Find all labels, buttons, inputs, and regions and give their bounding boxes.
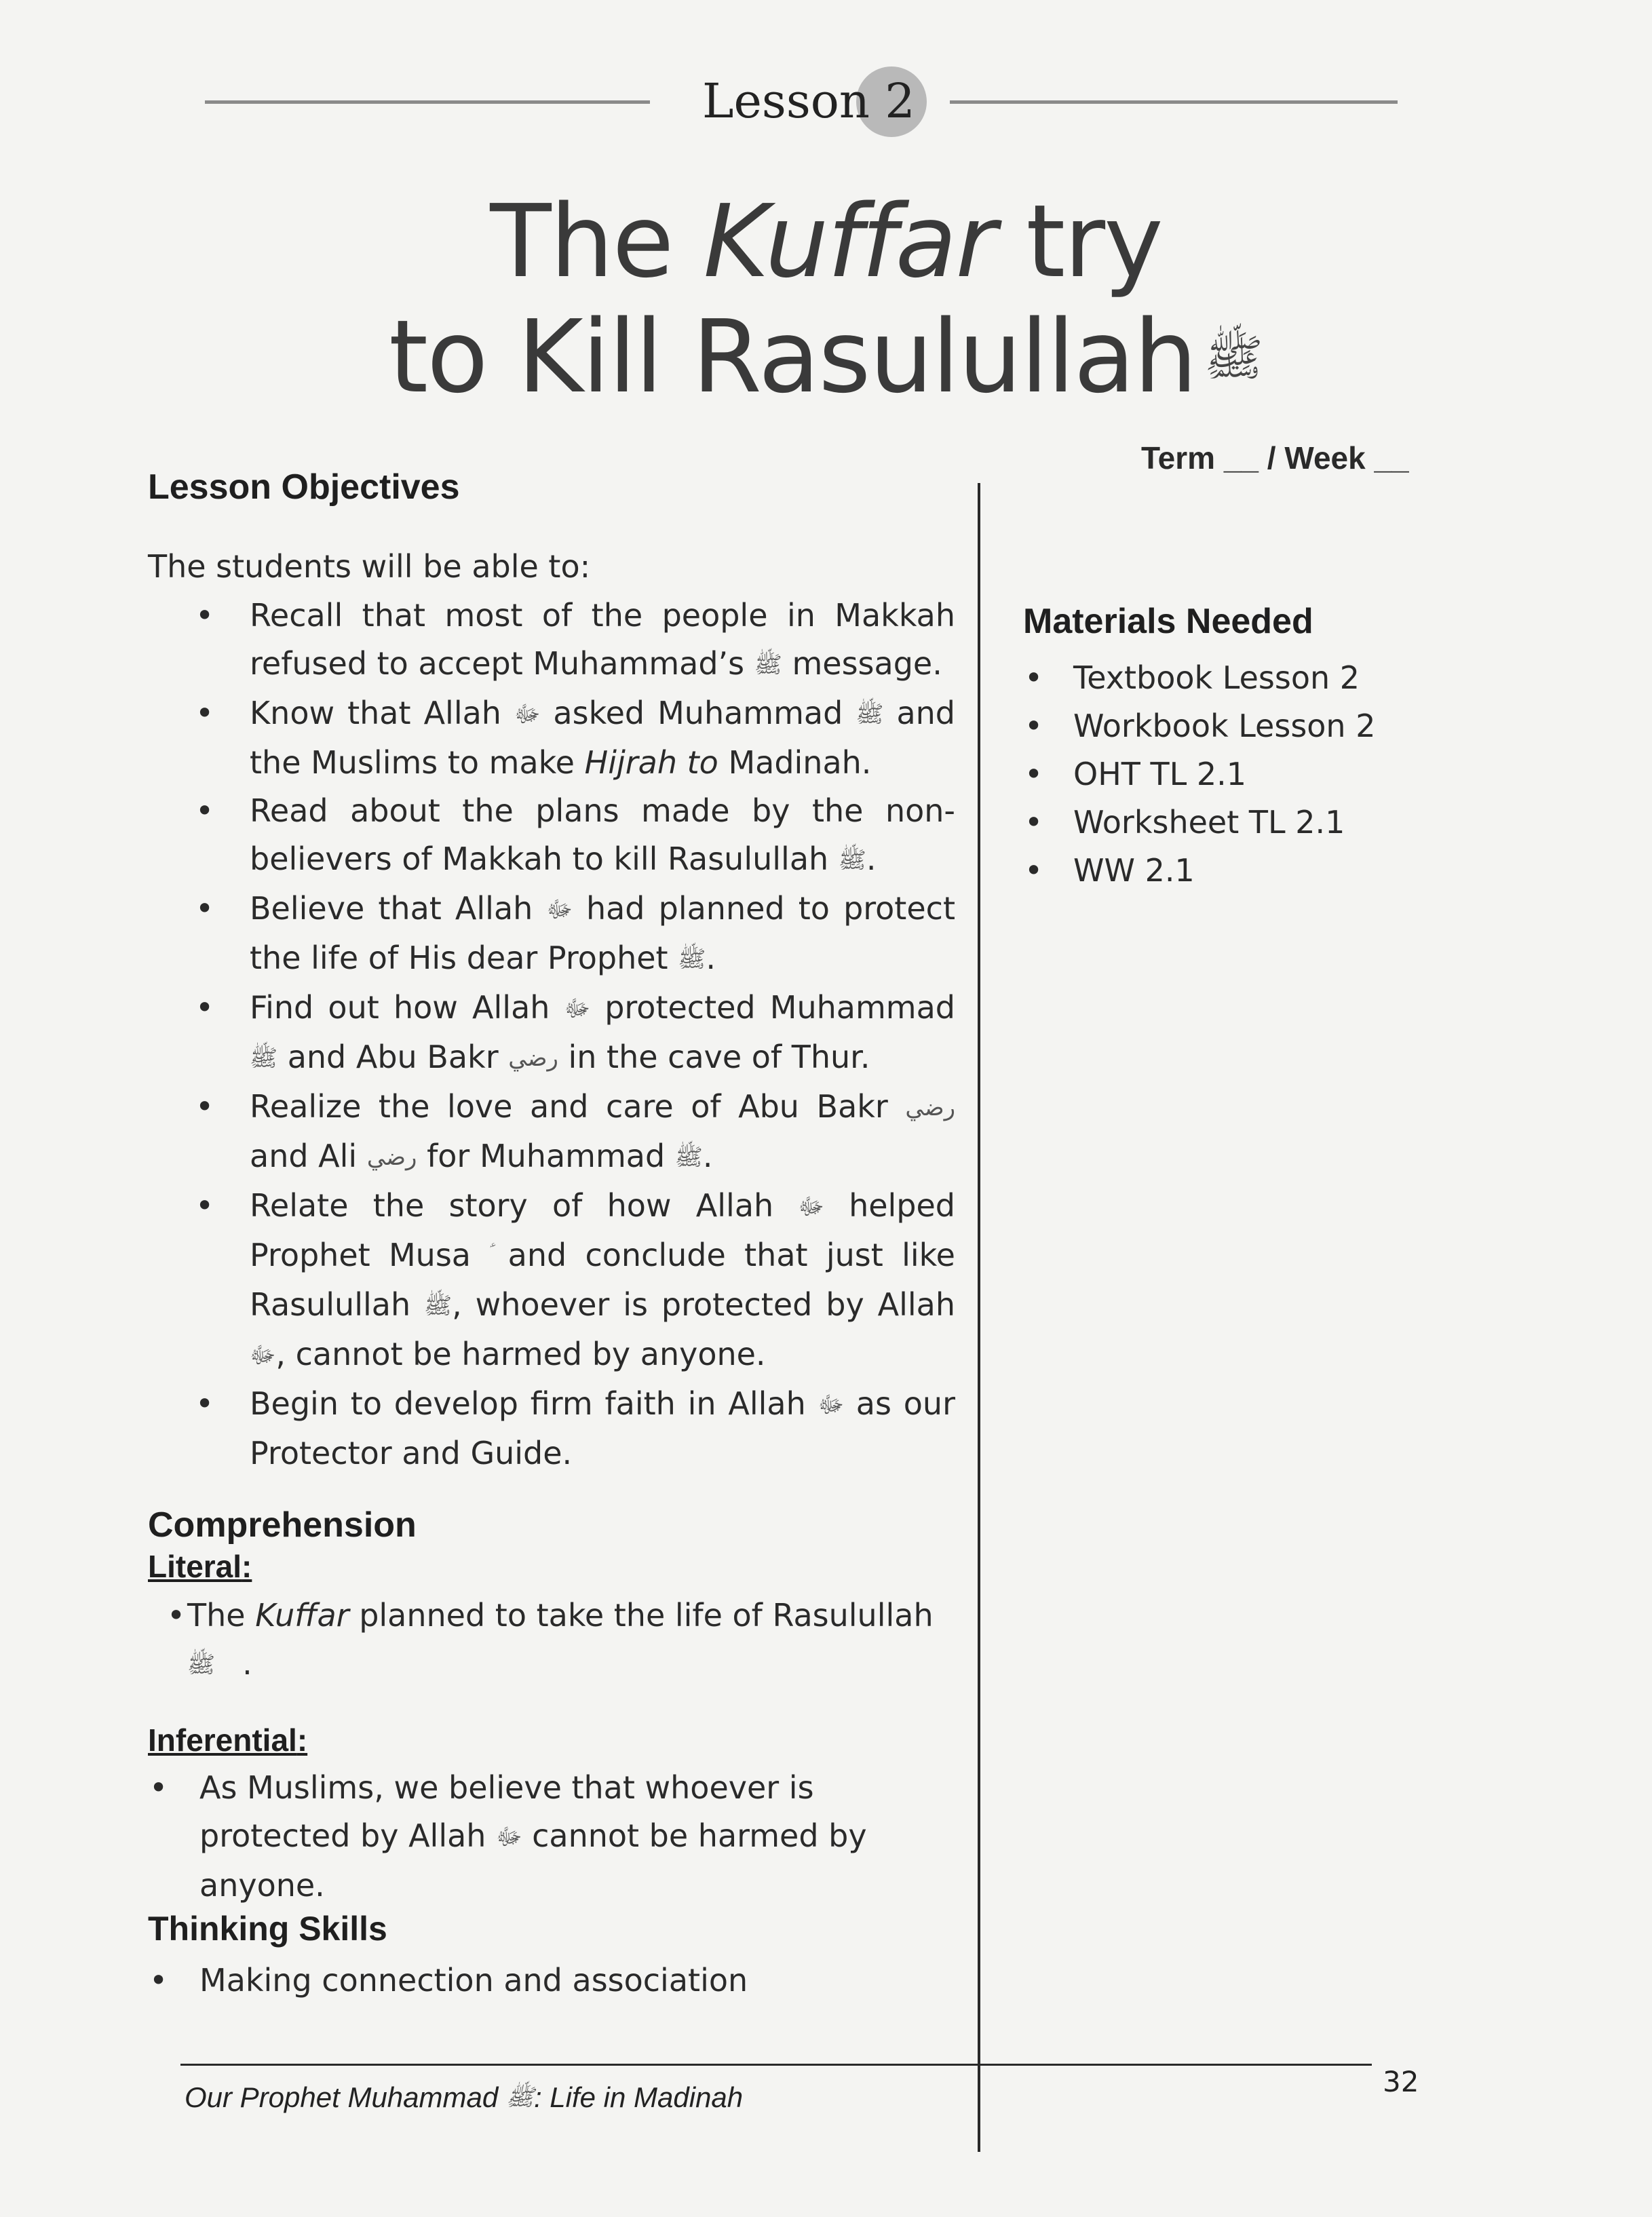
footer-text: : Life in Madinah [533, 2081, 744, 2113]
item-text: . [706, 940, 716, 976]
pbuh-honorific-icon: ﷺ [505, 2085, 534, 2110]
page-title-line1 [0, 183, 1652, 300]
item-text: . [702, 1138, 713, 1174]
list-item [148, 1592, 955, 1689]
footer-book-title [185, 2081, 743, 2117]
list-item: • WW 2.1 [1023, 847, 1375, 895]
pbuh-honorific-icon: ﷺ [674, 1144, 703, 1171]
swt-honorific-icon: ﷻ [546, 896, 573, 923]
item-text: . [242, 1645, 252, 1682]
item-text: , cannot be harmed by anyone. [275, 1336, 766, 1372]
header-rule-right [950, 100, 1398, 104]
objectives-intro: The students will be able to: [148, 548, 591, 585]
pbuh-honorific-icon: ﷺ [856, 701, 884, 728]
literal-label-text: Literal [148, 1549, 242, 1584]
objectives-list [195, 592, 955, 1478]
list-item [195, 787, 955, 885]
inferential-list [148, 1764, 962, 1910]
pbuh-honorific-icon: ﷺ [678, 946, 706, 973]
item-text: and Ali [250, 1138, 367, 1174]
item-text: Recall that most of the people in Makkah refused to accept Muhammad’s [250, 597, 955, 682]
title-text: try [995, 183, 1162, 300]
materials-list [1023, 654, 1375, 895]
objectives-heading: Lesson Objectives [148, 467, 460, 507]
item-text: helped Prophet Musa [250, 1187, 955, 1273]
item-text: Relate the story of how Allah [250, 1187, 799, 1224]
literal-label: Literal: [148, 1549, 252, 1584]
list-item [195, 689, 955, 787]
item-text: in the cave of Thur. [558, 1039, 870, 1075]
list-item [195, 1083, 955, 1182]
pbuh-honorific-icon: ﷺ [187, 1651, 216, 1678]
title-text: The [490, 183, 704, 300]
item-text: , whoever is protected by Allah [452, 1286, 955, 1323]
item-text: and Abu Bakr [277, 1039, 509, 1075]
header-rule-left [205, 100, 650, 104]
title-italic: Kuffar [703, 183, 996, 300]
thinking-skills-heading: Thinking Skills [148, 1910, 387, 1948]
item-text: cannot be harmed by anyone. [199, 1817, 867, 1904]
item-text: as our Protector and Guide. [250, 1385, 955, 1471]
comprehension-heading: Comprehension [148, 1505, 417, 1545]
list-item: • OHT TL 2.1 [1023, 750, 1375, 798]
list-item: • Worksheet TL 2.1 [1023, 798, 1375, 847]
item-text: Know that Allah [250, 695, 514, 731]
item-text: Madinah. [718, 744, 872, 781]
item-italic: Hijrah to [584, 744, 718, 781]
swt-honorific-icon: ﷻ [496, 1824, 522, 1851]
term-week-field: Term __ / Week __ [1141, 440, 1409, 476]
list-item [195, 1182, 955, 1380]
swt-honorific-icon: ﷻ [564, 995, 591, 1022]
swt-honorific-icon: ﷻ [818, 1391, 844, 1419]
item-text: and the Muslims to make [250, 695, 955, 781]
item-italic: Kuffar [255, 1597, 349, 1634]
ra-honorific-icon: رضي [366, 1144, 417, 1171]
item-text: Begin to develop firm faith in Allah [250, 1385, 818, 1422]
pbuh-honorific-icon: ﷺ [1204, 329, 1263, 387]
list-item: • Making connection and association [148, 1956, 748, 2005]
swt-honorific-icon: ﷻ [798, 1193, 824, 1220]
list-item [195, 592, 955, 689]
ra-honorific-icon: رضي [508, 1045, 558, 1072]
title-text: to Kill Rasulullah [389, 298, 1196, 415]
pbuh-honorific-icon: ﷺ [838, 847, 866, 874]
list-item: • Workbook Lesson 2 [1023, 702, 1375, 750]
item-text: for Muhammad [417, 1138, 675, 1174]
footer-text: Our Prophet Muhammad [185, 2081, 506, 2113]
item-text: As Muslims, we believe that whoever is protected by Allah [199, 1769, 814, 1854]
swt-honorific-icon: ﷻ [250, 1342, 276, 1369]
item-text: Believe that Allah [250, 890, 547, 927]
item-text: planned to take the life of Rasulullah [349, 1597, 934, 1634]
swt-honorific-icon: ﷻ [514, 701, 541, 728]
list-item: • Textbook Lesson 2 [1023, 654, 1375, 702]
materials-heading: Materials Needed [1023, 602, 1313, 641]
literal-list [148, 1592, 955, 1689]
item-text: protected Muhammad [590, 989, 955, 1026]
item-text: and conclude that just like Rasulullah [250, 1237, 955, 1323]
thinking-skills-list [148, 1956, 748, 2005]
inferential-label-text: Inferential [148, 1722, 297, 1758]
column-divider [978, 483, 980, 2152]
item-text: message. [782, 645, 942, 682]
lesson-label: Lesson 2 [702, 73, 915, 129]
list-item [195, 1380, 955, 1478]
pbuh-honorific-icon: ﷺ [250, 1045, 278, 1072]
pbuh-honorific-icon: ﷺ [754, 651, 782, 678]
inferential-label: Inferential: [148, 1722, 308, 1758]
page-title-line2 [0, 298, 1652, 415]
item-text: The [187, 1597, 256, 1634]
item-text: asked Muhammad [540, 695, 856, 731]
item-text: had planned to protect the life of His dear Prophet [250, 890, 955, 976]
pbuh-honorific-icon: ﷺ [424, 1292, 453, 1319]
ra-honorific-icon: رضي [905, 1094, 955, 1121]
item-text: . [866, 841, 877, 877]
list-item [195, 984, 955, 1083]
list-item [195, 885, 955, 984]
page-number: 32 [1383, 2065, 1419, 2098]
footer-rule [180, 2064, 1372, 2066]
item-text: Realize the love and care of Abu Bakr [250, 1088, 906, 1125]
item-text: Read about the plans made by the non-believers of Makkah to kill Rasulullah [250, 792, 955, 877]
item-text: Find out how Allah [250, 989, 564, 1026]
list-item [148, 1764, 962, 1910]
